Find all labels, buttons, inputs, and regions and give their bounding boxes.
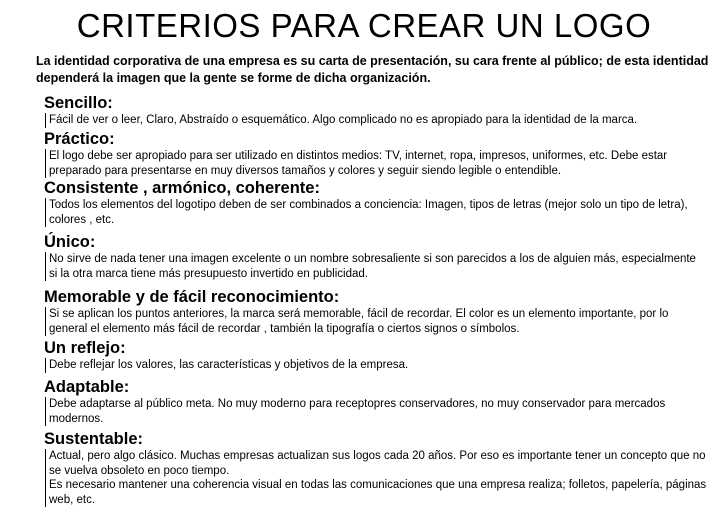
- criterion-unico: [44, 232, 724, 281]
- criterion-sencillo: [44, 93, 724, 128]
- criterion-sustentable: [44, 429, 724, 507]
- criterion-description: [45, 198, 724, 227]
- description-line: Actual, pero algo clásico. Muchas empresas actualizan sus logos cada 20 años. Por eso es importante tener un concepto que no: [49, 450, 706, 462]
- criterion-heading: Un reflejo:: [44, 339, 126, 357]
- description-line: Es necesario mantener una coherencia visual en todas las comunicaciones que una empresa realiza; folletos, papelería, páginas: [49, 479, 707, 491]
- intro-line: dependerá la imagen que la gente se forme de dicha organización.: [36, 71, 431, 85]
- criterion-description: [45, 358, 724, 373]
- description-line: general el elemento más fácil de recordar , también la tipografía o ciertos signos o símbolos.: [49, 322, 520, 335]
- criterion-heading: Sencillo:: [44, 94, 113, 112]
- criterion-heading: Consistente , armónico, coherente:: [44, 179, 320, 197]
- criterion-heading: Sustentable:: [44, 430, 144, 448]
- criterion-description: [45, 307, 724, 336]
- description-line: Todos los elementos del logotipo deben de ser combinados a conciencia: Imagen, tipos de letras (mejor solo un tipo de letra),: [49, 199, 688, 211]
- criterion-description: [45, 149, 724, 178]
- description-line: Fácil de ver o leer, Claro, Abstraído o esquemático. Algo complicado no es apropiado para la identidad de la marca.: [49, 114, 638, 126]
- criterion-heading: Único:: [44, 233, 96, 251]
- description-line: Si se aplican los puntos anteriores, la marca será memorable, fácil de recordar. El color es un elemento importante, por lo: [49, 308, 669, 320]
- description-line: Debe reflejar los valores, las características y objetivos de la empresa.: [49, 359, 409, 371]
- criterion-heading: Práctico:: [44, 130, 115, 148]
- description-line: web, etc.: [49, 493, 96, 506]
- criterion-description: [45, 252, 724, 281]
- criterion-description: [45, 397, 724, 426]
- criterion-description: [45, 113, 724, 128]
- description-line: colores , etc.: [49, 213, 115, 226]
- description-line: se vuelva obsoleto en poco tiempo.: [49, 464, 230, 477]
- criterion-adaptable: [44, 377, 724, 426]
- intro-paragraph: [36, 53, 726, 87]
- criterion-heading: Adaptable:: [44, 378, 130, 396]
- description-line: preparado para presentarse en muy diversos tamaños y colores y seguir siendo legible o entendible.: [49, 164, 562, 177]
- description-line: El logo debe ser apropiado para ser utilizado en distintos medios: TV, internet, ropa, impresos, uniformes, etc. Debe estar: [49, 150, 668, 162]
- description-line: Debe adaptarse al público meta. No muy moderno para receptopres conservadores, no muy conservador para mercados: [49, 398, 666, 410]
- description-line: si la otra marca tiene más presupuesto invertido en publicidad.: [49, 267, 368, 280]
- criterion-un-reflejo: [44, 338, 724, 373]
- description-line: modernos.: [49, 412, 104, 425]
- description-line: No sirve de nada tener una imagen excelente o un nombre sobresaliente si son parecidos a los de alguien más, especialmente: [49, 253, 696, 265]
- criterion-memorable: [44, 287, 724, 336]
- intro-line: La identidad corporativa de una empresa es su carta de presentación, su cara frente al público; de esta identidad: [36, 54, 709, 68]
- criterion-practico: [44, 129, 724, 178]
- criterion-description: [45, 449, 724, 507]
- page-title: CRITERIOS PARA CREAR UN LOGO: [76, 7, 652, 44]
- criterion-heading: Memorable y de fácil reconocimiento:: [44, 288, 340, 306]
- criterion-consistente: [44, 178, 724, 227]
